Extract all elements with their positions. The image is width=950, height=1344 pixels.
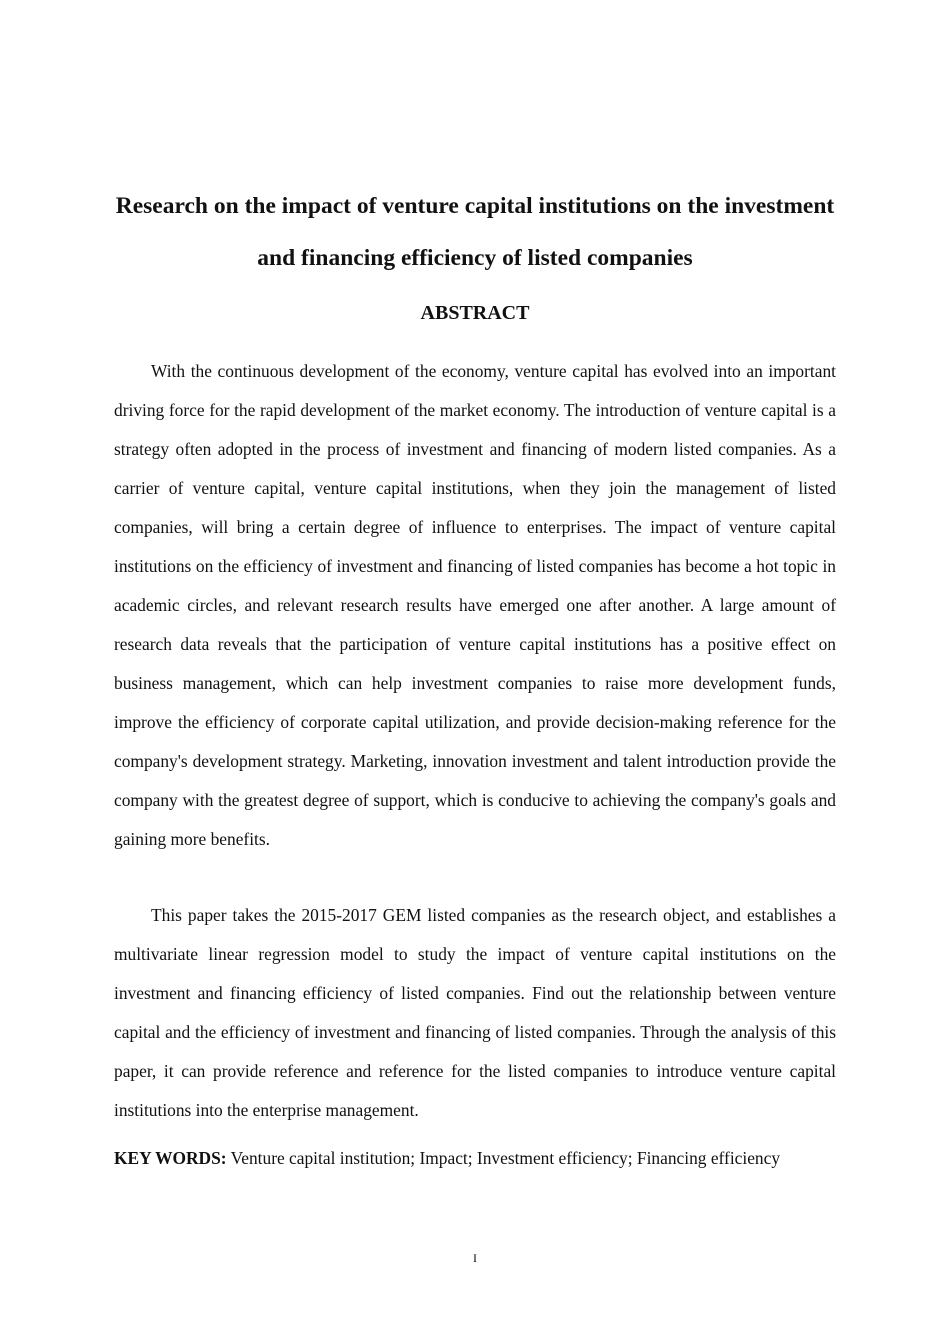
abstract-paragraph-1: With the continuous development of the economy, venture capital has evolved into an important driving force for the rapid development of the market economy. The introduction of venture capital is a strategy often adopted in the process of investment and financing of modern listed companies. As a carrier of venture capital, venture capital institutions, when they join the management of listed companies, will bring a certain degree of influence to enterprises. The impact of venture capital institutions on the efficiency of investment and financing of listed companies has become a hot topic in academic circles, and relevant research results have emerged one after another. A large amount of research data reveals that the participation of venture capital institutions has a positive effect on business management, which can help investment companies to raise more development funds, improve the efficiency of corporate capital utilization, and provide decision-making reference for the company's development strategy. Marketing, innovation investment and talent introduction provide the company with the greatest degree of support, which is conducive to achieving the company's goals and gaining more benefits.: [114, 361, 836, 849]
page-number: I: [473, 1251, 477, 1265]
abstract-paragraph-2: This paper takes the 2015-2017 GEM listed companies as the research object, and establishes a multivariate linear regression model to study the impact of venture capital institutions on the investment and financing efficiency of listed companies. Find out the relationship between venture capital and the efficiency of investment and financing of listed companies. Through the analysis of this paper, it can provide reference and reference for the listed companies to introduce venture capital institutions into the enterprise management.: [114, 905, 836, 1120]
keywords-text: Venture capital institution; Impact; Investment efficiency; Financing efficiency: [230, 1148, 781, 1168]
paper-title: Research on the impact of venture capital institutions on the investment and financing efficiency of listed companies: [115, 193, 835, 271]
abstract-heading: ABSTRACT: [420, 302, 530, 324]
keywords: [114, 1145, 836, 1171]
keywords-label: KEY WORDS:: [114, 1148, 227, 1168]
